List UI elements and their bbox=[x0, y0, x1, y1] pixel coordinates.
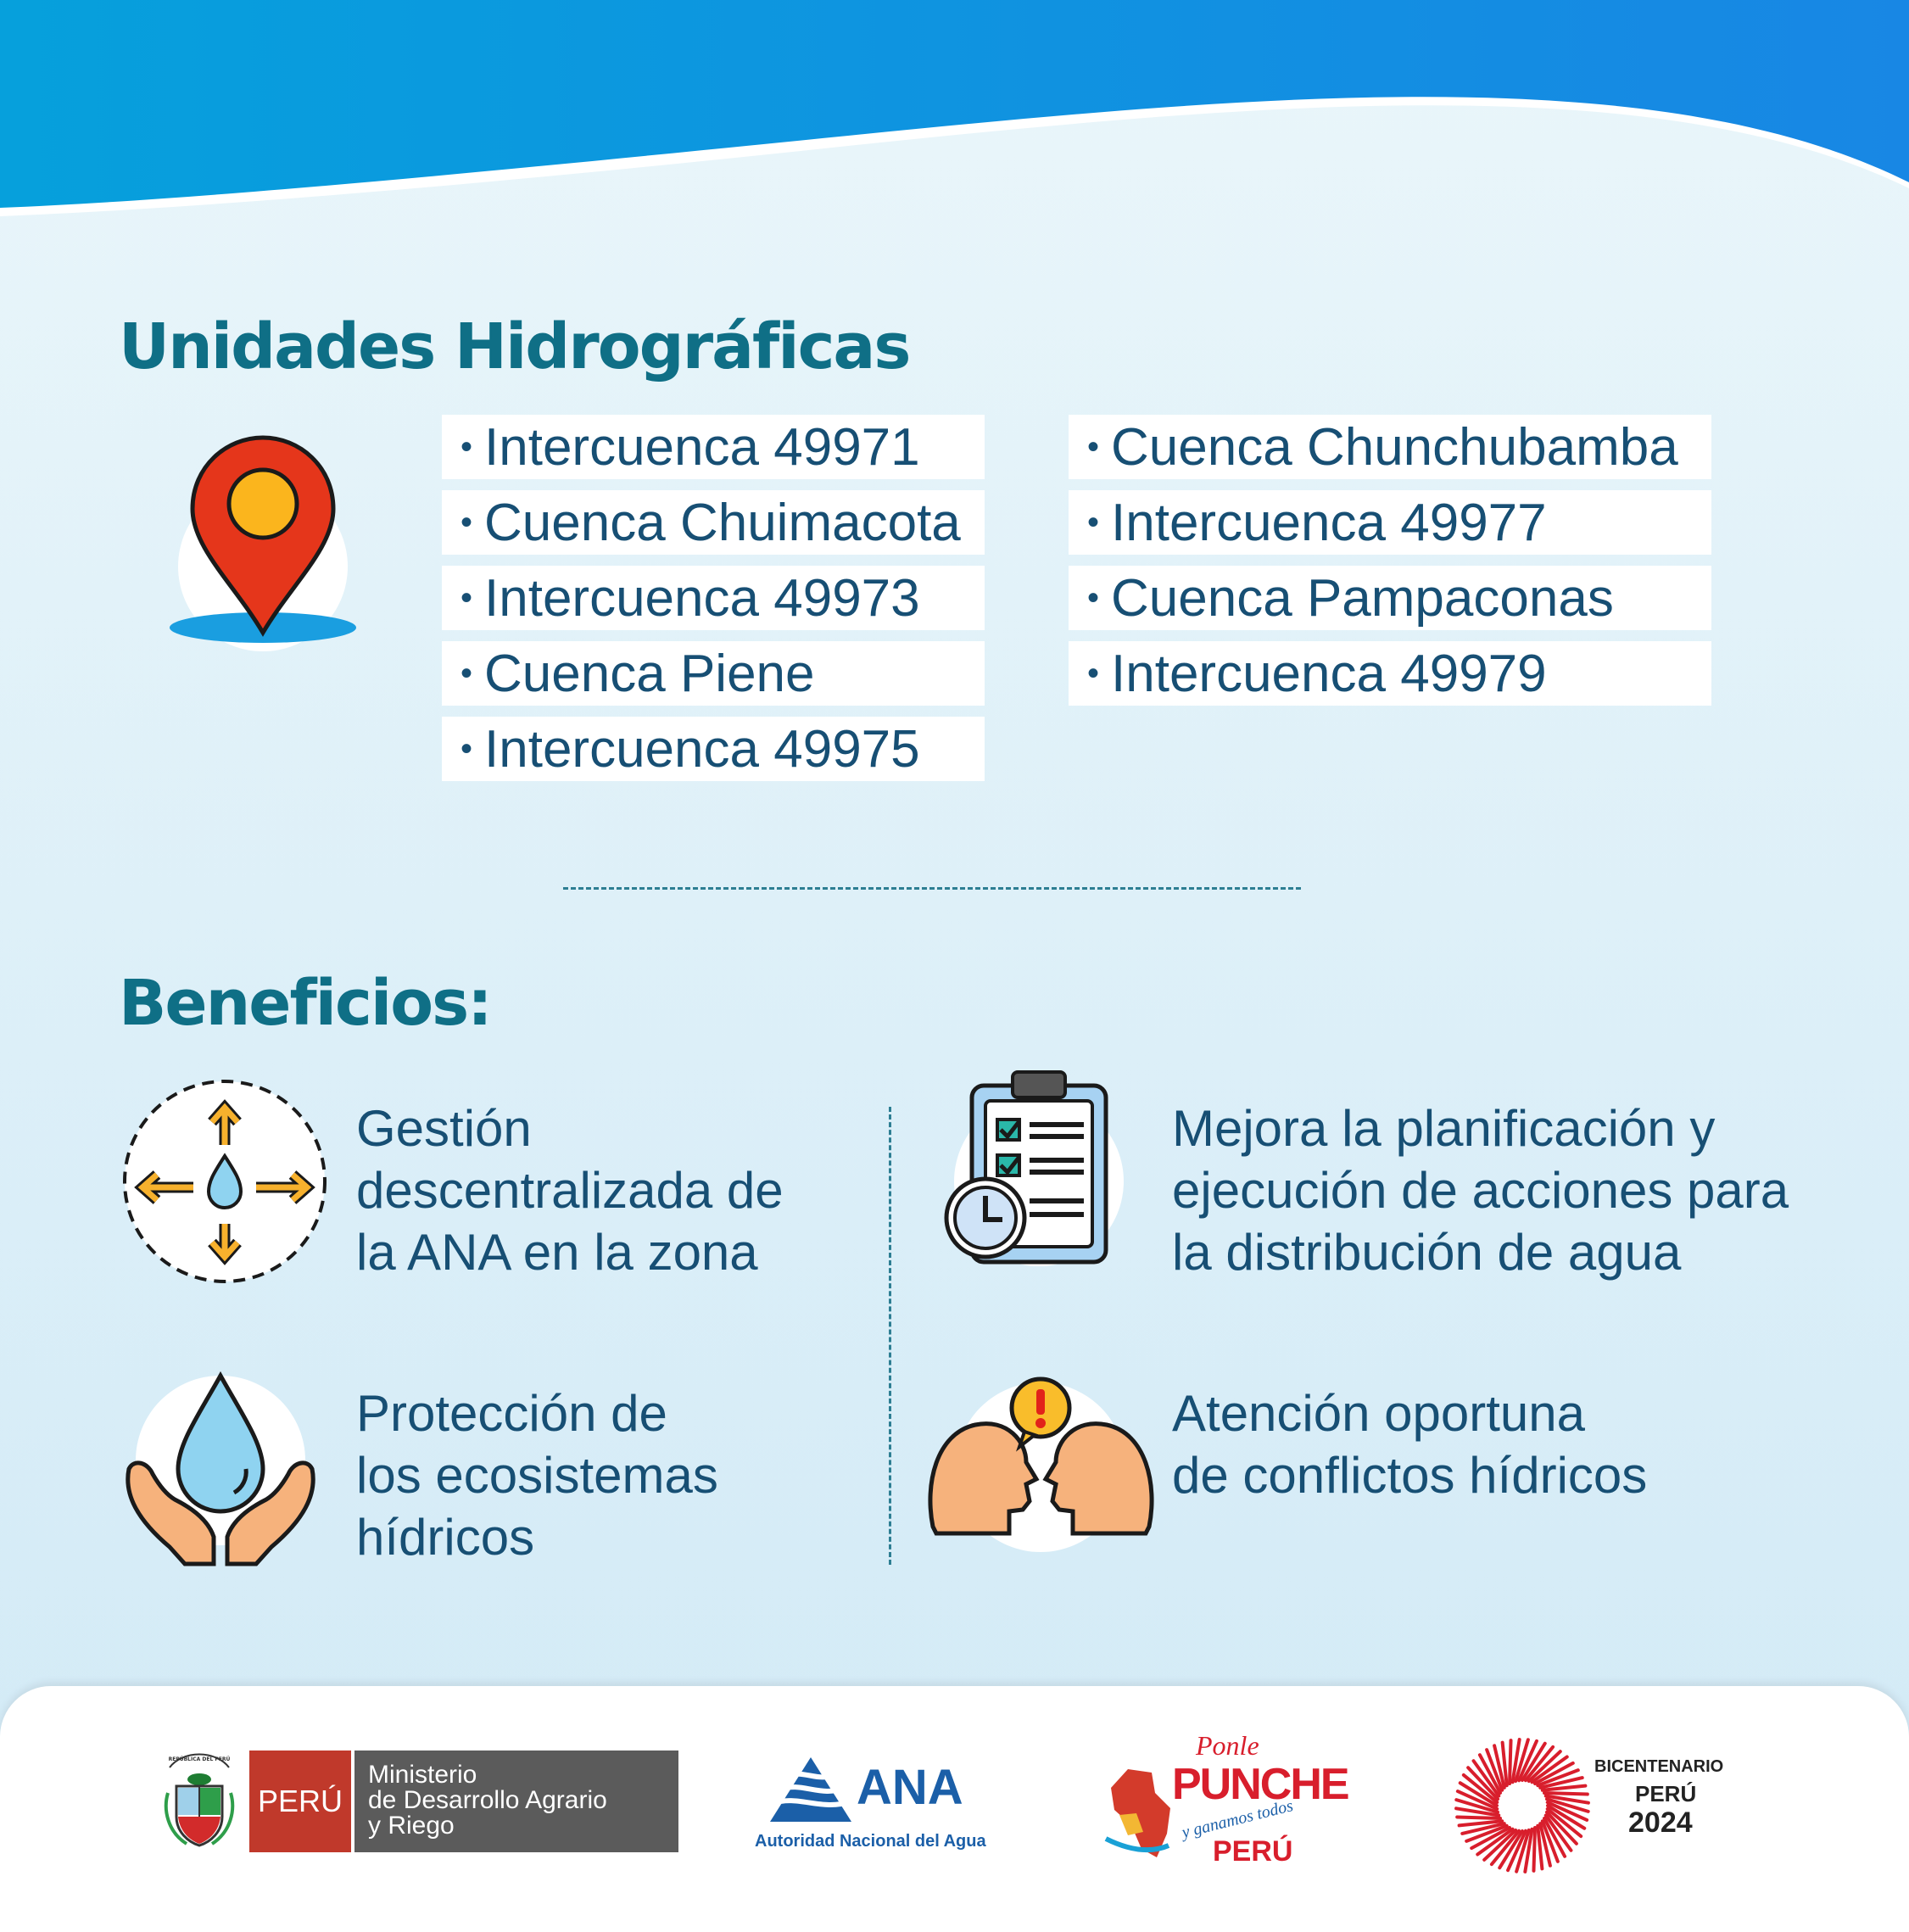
ana-name: ANA bbox=[857, 1760, 963, 1815]
list-item: • Intercuenca 49979 bbox=[1069, 641, 1711, 706]
benefit-text-atencion: Atención oportuna de conflictos hídricos bbox=[1172, 1385, 1648, 1504]
decentralized-water-arrows-icon bbox=[119, 1075, 331, 1287]
minagri-logo bbox=[161, 1751, 687, 1852]
peru-label: PERÚ bbox=[249, 1751, 351, 1852]
section-divider bbox=[563, 887, 1301, 890]
peru-map-icon bbox=[1102, 1764, 1179, 1866]
ana-subtitle: Autoridad Nacional del Agua bbox=[755, 1832, 986, 1851]
list-item: • Cuenca Piene bbox=[442, 641, 985, 706]
list-item: • Intercuenca 49973 bbox=[442, 566, 985, 630]
benefit-text-planificacion: Mejora la planificación y ejecución de acciones para la distribución de agua bbox=[1172, 1100, 1789, 1281]
sunburst-ray bbox=[1510, 1740, 1511, 1784]
benefits-divider bbox=[889, 1107, 891, 1565]
sunburst-ray bbox=[1544, 1793, 1588, 1795]
svg-text:REPÚBLICA DEL PERÚ: REPÚBLICA DEL PERÚ bbox=[168, 1756, 231, 1762]
sunburst-ray bbox=[1457, 1817, 1500, 1818]
clipboard-checklist-clock-icon bbox=[941, 1067, 1136, 1270]
peru-coat-of-arms-icon bbox=[161, 1751, 237, 1852]
list-item: • Cuenca Pampaconas bbox=[1069, 566, 1711, 630]
benefit-text-proteccion: Protección de los ecosistemas hídricos bbox=[356, 1385, 718, 1566]
ana-waves-icon bbox=[768, 1756, 853, 1823]
bicentenario-sunburst-icon bbox=[1450, 1734, 1594, 1878]
ministerio-label: Ministerio de Desarrollo Agrario y Riego bbox=[354, 1751, 678, 1852]
benefit-text-gestion: Gestión descentralizada de la ANA en la zona bbox=[356, 1100, 784, 1281]
ana-logo bbox=[746, 1756, 1001, 1857]
list-item: • Cuenca Chuimacota bbox=[442, 490, 985, 555]
list-item: • Intercuenca 49977 bbox=[1069, 490, 1711, 555]
sunburst-ray bbox=[1533, 1828, 1535, 1871]
bicentenario-logo: BICENTENARIO PERÚ 2024 bbox=[1450, 1734, 1764, 1878]
heads-conflict-alert-icon bbox=[924, 1374, 1158, 1561]
hands-water-drop-icon bbox=[119, 1367, 322, 1571]
top-wave-banner bbox=[0, 0, 1909, 229]
list-item: • Intercuenca 49971 bbox=[442, 415, 985, 479]
hydro-units-list-left bbox=[442, 415, 985, 792]
footer-logos-bar bbox=[0, 1686, 1909, 1932]
list-item: • Intercuenca 49975 bbox=[442, 717, 985, 781]
section-title-unidades: Unidades Hidrográficas bbox=[119, 310, 910, 383]
section-title-beneficios: Beneficios: bbox=[119, 967, 491, 1040]
ponle-punche-logo: Ponle PUNCHE y ganamos todos PERÚ bbox=[1102, 1730, 1340, 1874]
location-pin-icon bbox=[165, 431, 360, 660]
list-item: • Cuenca Chunchubamba bbox=[1069, 415, 1711, 479]
hydro-units-list-right bbox=[1069, 415, 1711, 717]
